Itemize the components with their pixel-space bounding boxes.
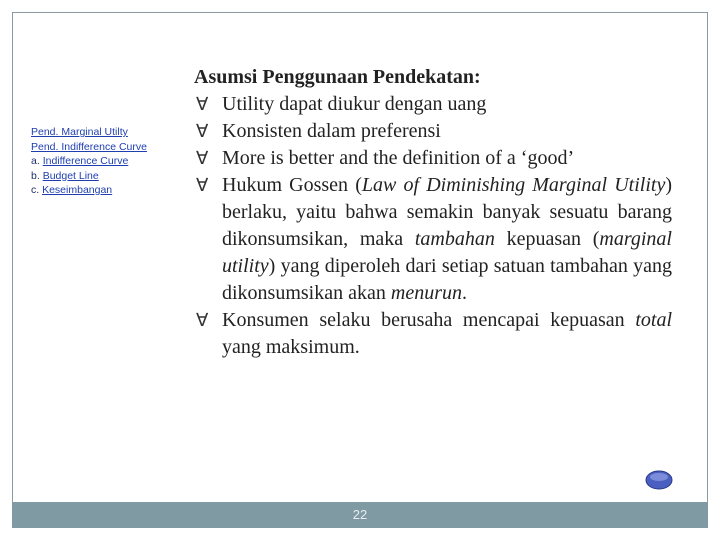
- bullet-text: ) berlaku, yaitu bahwa semakin banyak sesuatu barang dikonsumsikan, maka: [222, 174, 672, 250]
- sidebar-item-budget-line: [31, 169, 147, 184]
- list-item: [194, 172, 672, 307]
- list-item: [194, 145, 672, 172]
- main-content: [194, 64, 672, 361]
- bullet-icon: ∀: [196, 175, 209, 195]
- sidebar-item-indifference-curve-approach: [31, 140, 147, 155]
- bullet-text: .: [461, 282, 467, 304]
- bullet-icon: ∀: [196, 94, 209, 114]
- list-item: [194, 307, 672, 361]
- page-number: 22: [352, 507, 368, 522]
- list-item: [194, 118, 672, 145]
- sidebar-item-prefix: a.: [31, 155, 43, 167]
- footer-bar: [12, 502, 708, 528]
- home-icon: [645, 470, 673, 490]
- bullet-text: ) yang diperoleh dari setiap satuan tambahan yang dikonsumsikan akan: [222, 255, 672, 304]
- bullet-text: Konsumen selaku berusaha mencapai kepuasan: [222, 309, 636, 331]
- slide-heading: Asumsi Penggunaan Pendekatan:: [194, 66, 481, 88]
- sidebar-link-marginal-utility[interactable]: Pend. Marginal Utilty: [31, 126, 128, 138]
- bullet-text: Konsisten dalam preferensi: [222, 120, 441, 142]
- bullet-text: yang maksimum.: [222, 336, 360, 358]
- bullet-text-italic: tambahan: [414, 228, 495, 250]
- sidebar-nav: [31, 125, 147, 198]
- bullet-text-italic: marginal utility: [222, 228, 672, 277]
- bullet-text: Utility dapat diukur dengan uang: [222, 93, 487, 115]
- sidebar-link-indifference-curve[interactable]: Indifference Curve: [42, 155, 129, 167]
- sidebar-item-prefix: b.: [31, 169, 43, 182]
- list-item: [194, 91, 672, 118]
- sidebar-link-indifference-curve-approach[interactable]: Pend. Indifference Curve: [31, 140, 147, 153]
- bullet-icon: ∀: [196, 310, 209, 330]
- bullet-text-italic: total: [635, 309, 672, 331]
- bullet-text-italic: menurun: [390, 282, 462, 304]
- sidebar-item-prefix: c.: [31, 184, 43, 196]
- bullet-text: More is better and the definition of a ‘good’: [222, 147, 575, 169]
- bullet-icon: ∀: [196, 148, 209, 168]
- sidebar-item-marginal-utility: [31, 125, 147, 140]
- sidebar-link-budget-line[interactable]: Budget Line: [42, 169, 99, 182]
- sidebar-item-indifference-curve: [31, 154, 147, 169]
- sidebar-link-keseimbangan[interactable]: Keseimbangan: [42, 184, 113, 196]
- assumption-list: [194, 91, 672, 361]
- sidebar-item-keseimbangan: [31, 183, 147, 198]
- bullet-icon: ∀: [196, 121, 209, 141]
- bullet-text: kepuasan (: [494, 228, 600, 250]
- bullet-text: Hukum Gossen (: [222, 174, 362, 196]
- home-button[interactable]: [645, 470, 673, 490]
- bullet-text-italic: Law of Diminishing Marginal Utility: [361, 174, 666, 196]
